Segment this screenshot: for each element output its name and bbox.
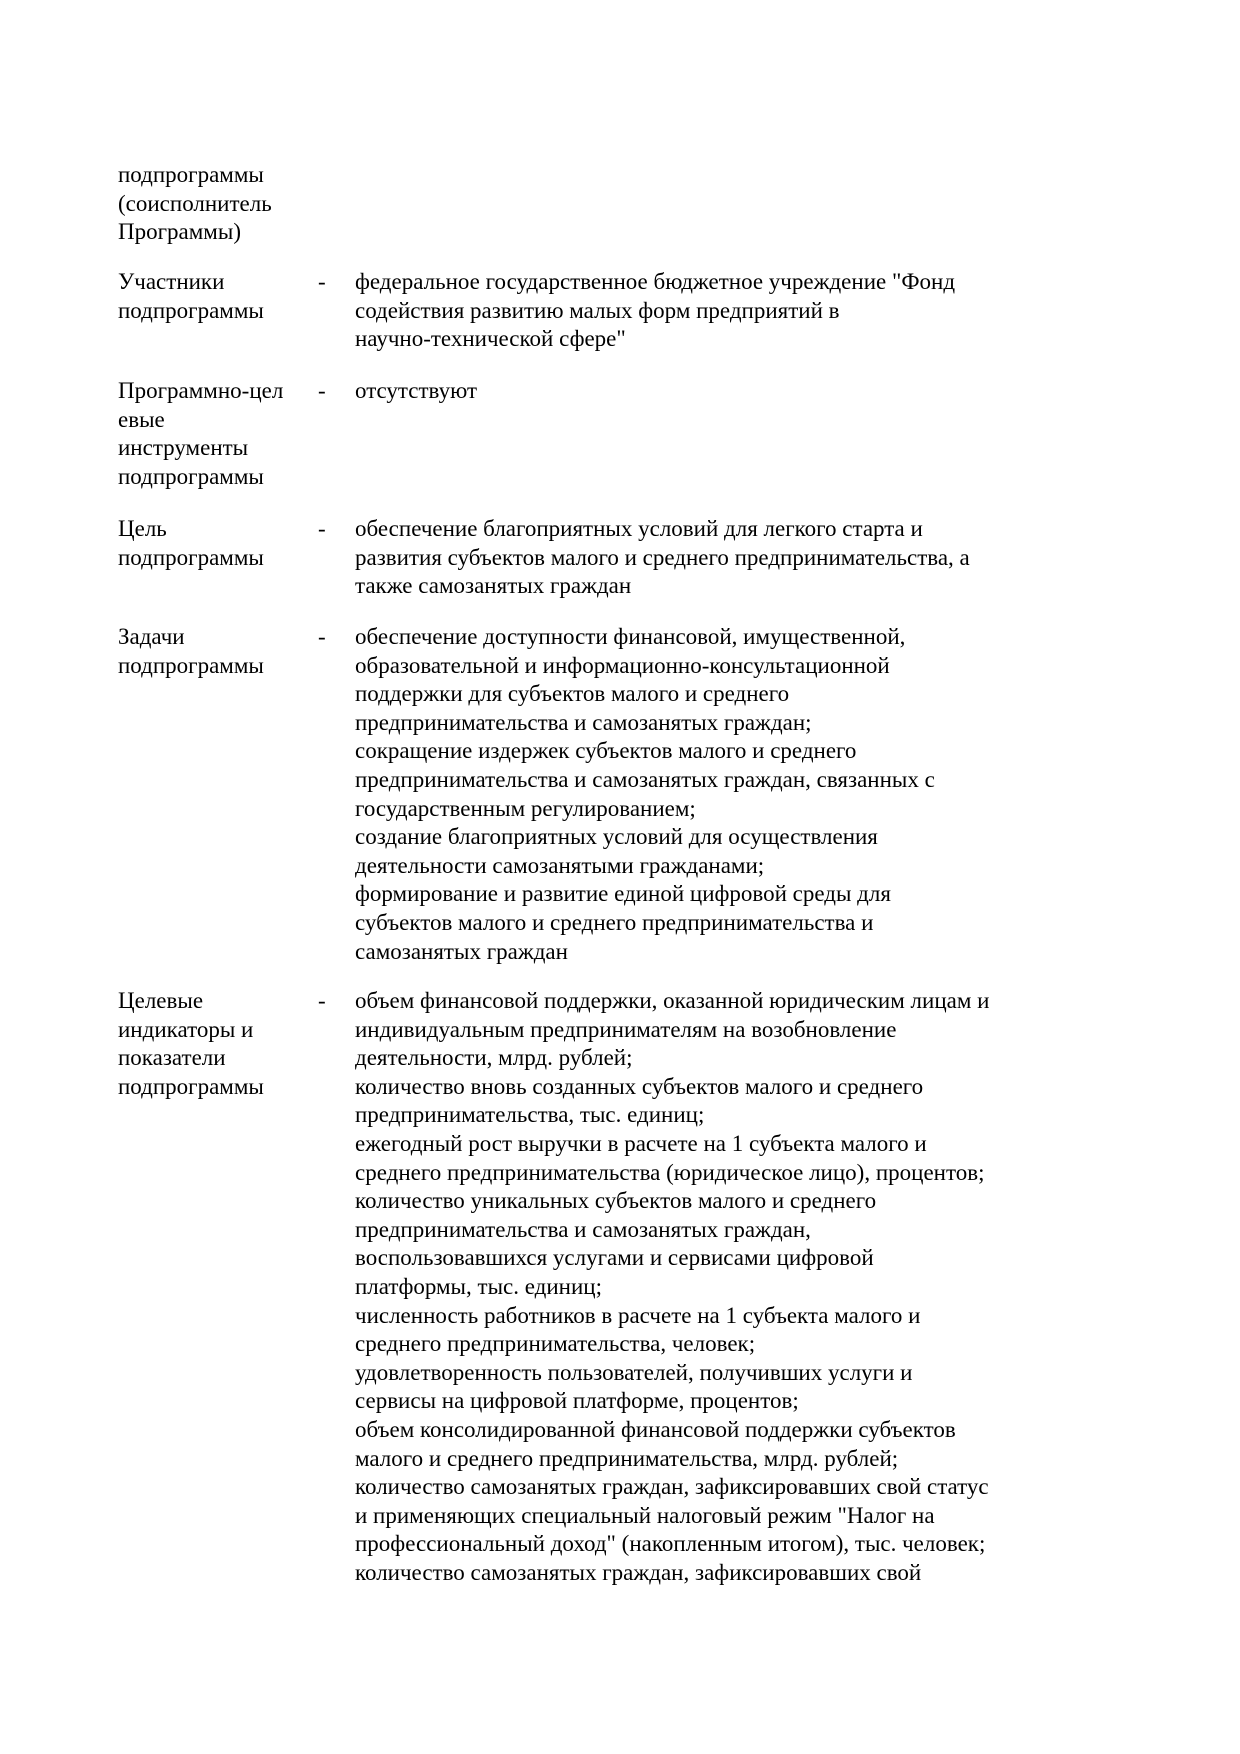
value-line: количество самозанятых граждан, зафиксировавших свой xyxy=(355,1559,922,1585)
value-line: профессиональный доход" (накопленным итогом), тыс. человек; xyxy=(355,1531,986,1557)
value-line: поддержки для субъектов малого и среднего xyxy=(355,681,790,707)
row-label xyxy=(118,515,298,572)
value-line: научно-технической сфере" xyxy=(355,326,626,352)
value-line: создание благоприятных условий для осуществления xyxy=(355,824,878,850)
value-line: объем консолидированной финансовой поддержки субъектов xyxy=(355,1416,956,1442)
value-line: деятельности самозанятыми гражданами; xyxy=(355,852,765,878)
row-dash: - xyxy=(318,516,326,541)
row-label xyxy=(118,268,298,325)
value-line: малого и среднего предпринимательства, млрд. рублей; xyxy=(355,1445,899,1471)
label-line: (соисполнитель xyxy=(118,190,272,216)
value-line: сервисы на цифровой платформе, процентов; xyxy=(355,1388,799,1414)
row-dash: - xyxy=(318,269,326,294)
label-line: подпрограммы xyxy=(118,297,264,323)
value-line: количество вновь созданных субъектов малого и среднего xyxy=(355,1073,924,1099)
value-line: формирование и развитие единой цифровой среды для xyxy=(355,881,891,907)
value-line: самозанятых граждан xyxy=(355,938,568,964)
value-line: и применяющих специальный налоговый режим "Налог на xyxy=(355,1502,935,1528)
label-line: индикаторы и xyxy=(118,1016,254,1042)
value-line: предпринимательства и самозанятых граждан, xyxy=(355,1216,811,1242)
value-line: содействия развитию малых форм предприятий в xyxy=(355,297,840,323)
row-dash: - xyxy=(318,378,326,403)
value-line: предпринимательства и самозанятых граждан, связанных с xyxy=(355,766,935,792)
value-line: количество уникальных субъектов малого и среднего xyxy=(355,1188,877,1214)
value-line: обеспечение благоприятных условий для легкого старта и xyxy=(355,516,923,541)
value-line: деятельности, млрд. рублей; xyxy=(355,1045,633,1071)
label-line: Программы) xyxy=(118,219,241,245)
value-line: предпринимательства, тыс. единиц; xyxy=(355,1102,705,1128)
label-line: Программно-цел xyxy=(118,378,284,403)
row-label xyxy=(118,377,298,491)
value-line: обеспечение доступности финансовой, имущественной, xyxy=(355,624,906,649)
label-line: Задачи xyxy=(118,624,185,649)
value-line: воспользовавшихся услугами и сервисами цифровой xyxy=(355,1245,874,1271)
label-line: подпрограммы xyxy=(118,652,264,678)
label-line: инструменты xyxy=(118,435,249,461)
label-line: подпрограммы xyxy=(118,463,264,489)
label-line: подпрограммы xyxy=(118,1073,264,1099)
value-line: федеральное государственное бюджетное учреждение "Фонд xyxy=(355,269,956,294)
value-line: предпринимательства и самозанятых граждан; xyxy=(355,709,812,735)
row-value xyxy=(355,377,1075,406)
value-line: количество самозанятых граждан, зафиксировавших свой статус xyxy=(355,1474,989,1500)
row-value xyxy=(355,515,1075,601)
value-line: также самозанятых граждан xyxy=(355,573,632,599)
value-line: индивидуальным предпринимателям на возобновление xyxy=(355,1016,897,1042)
value-line: субъектов малого и среднего предпринимательства и xyxy=(355,909,874,935)
label-line: подпрограммы xyxy=(118,544,264,570)
value-line: среднего предпринимательства, человек; xyxy=(355,1331,756,1357)
label-line: евые xyxy=(118,406,165,432)
label-line: подпрограммы xyxy=(118,162,264,187)
row-dash: - xyxy=(318,988,326,1013)
label-line: Целевые xyxy=(118,988,204,1013)
row-value xyxy=(355,987,1075,1587)
value-line: удовлетворенность пользователей, получивших услуги и xyxy=(355,1359,913,1385)
value-line: развития субъектов малого и среднего предпринимательства, а xyxy=(355,544,970,570)
value-line: государственным регулированием; xyxy=(355,795,696,821)
value-line: численность работников в расчете на 1 субъекта малого и xyxy=(355,1302,921,1328)
row-label xyxy=(118,623,298,680)
value-line: сокращение издержек субъектов малого и среднего xyxy=(355,738,857,764)
value-line: отсутствуют xyxy=(355,378,478,403)
value-line: платформы, тыс. единиц; xyxy=(355,1273,602,1299)
row-label xyxy=(118,161,298,247)
label-line: Цель xyxy=(118,516,167,541)
row-label xyxy=(118,987,298,1101)
value-line: объем финансовой поддержки, оказанной юридическим лицам и xyxy=(355,988,990,1013)
row-value xyxy=(355,623,1075,966)
row-value xyxy=(355,268,1075,354)
label-line: показатели xyxy=(118,1045,226,1071)
value-line: среднего предпринимательства (юридическое лицо), процентов; xyxy=(355,1159,985,1185)
value-line: ежегодный рост выручки в расчете на 1 субъекта малого и xyxy=(355,1130,927,1156)
row-dash: - xyxy=(318,624,326,649)
value-line: образовательной и информационно-консультационной xyxy=(355,652,890,678)
label-line: Участники xyxy=(118,269,225,294)
